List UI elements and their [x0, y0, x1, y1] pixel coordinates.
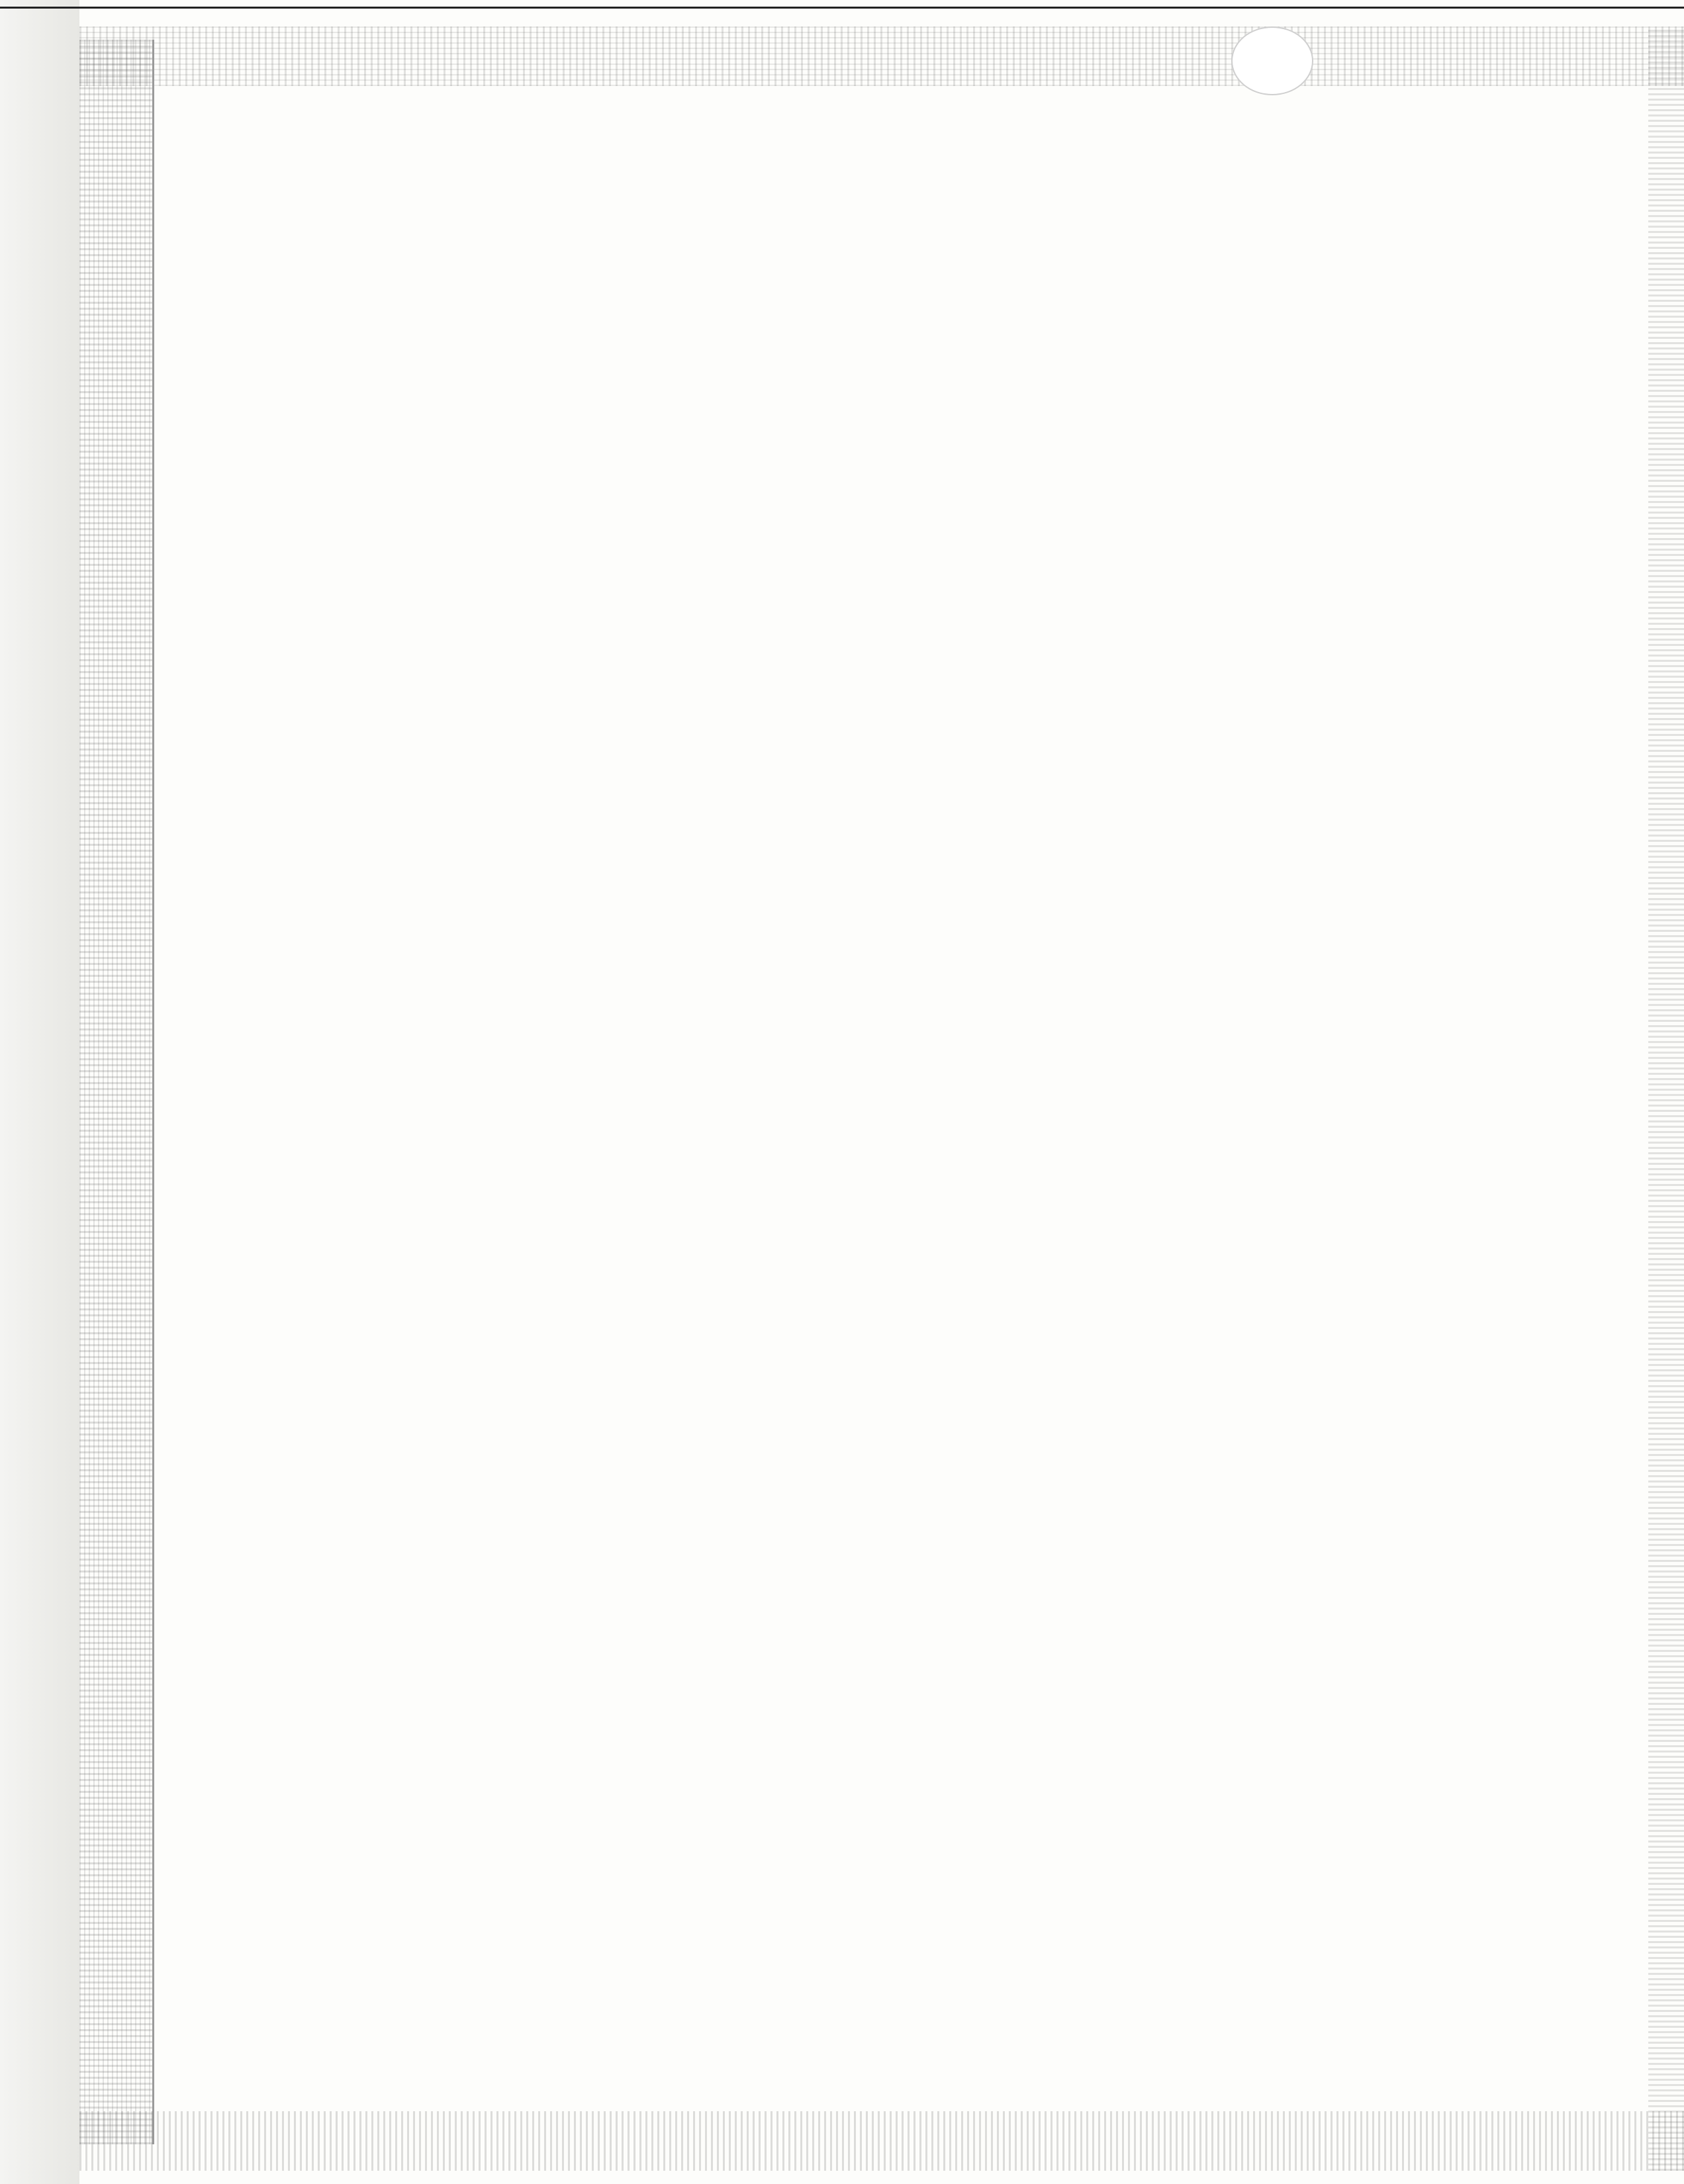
top-rule-line: [0, 7, 1684, 9]
page-edge-shadow: [0, 0, 79, 2184]
scan-noise-left: [79, 40, 154, 2144]
punch-hole: [1231, 26, 1313, 95]
scan-noise-top: [79, 26, 1684, 86]
scan-noise-bottom: [79, 2111, 1684, 2171]
data-table-sheet: [1602, 99, 1684, 2058]
